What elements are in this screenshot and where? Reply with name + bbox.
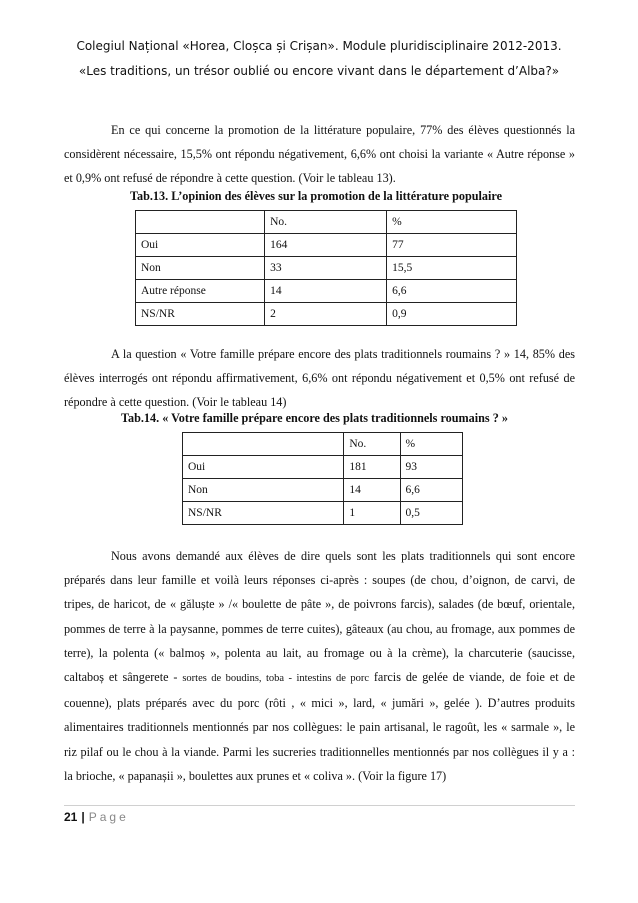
table-cell: 164 (265, 234, 387, 257)
table-header-cell: % (387, 211, 517, 234)
paragraph-3-small-text: sortes de boudins, toba - intestins de porc (182, 673, 369, 685)
table-cell: Oui (136, 234, 265, 257)
page-label: Page (88, 810, 129, 824)
table-cell: Autre réponse (136, 280, 265, 303)
table-row (183, 433, 463, 456)
table-row (183, 502, 463, 525)
paragraph-2 (64, 342, 575, 415)
table-cell: 2 (265, 303, 387, 326)
paragraph-2-text: A la question « Votre famille prépare encore des plats traditionnels roumains ? » 14, 85% des élèves interrogés ont répondu affirmativement, 6,6% ont répondu négativement et 0,5% ont refusé de répondre à cette question. (Voir le tableau 14) (64, 347, 575, 410)
table-cell: Non (183, 479, 344, 502)
table-cell: 77 (387, 234, 517, 257)
page-footer (64, 810, 129, 824)
table-cell: 14 (344, 479, 400, 502)
page-header (40, 34, 598, 84)
table-cell: 181 (344, 456, 400, 479)
table-cell: 6,6 (387, 280, 517, 303)
table-row (136, 303, 517, 326)
table-cell: 6,6 (400, 479, 462, 502)
paragraph-1-text: En ce qui concerne la promotion de la littérature populaire, 77% des élèves questionnés la considèrent nécessaire, 15,5% ont répondu négativement, 6,6% ont choisi la variante « Autre réponse » et 0,9% ont refusé de répondre à cette question. (Voir le tableau 13). (64, 123, 575, 186)
table-cell: NS/NR (183, 502, 344, 525)
table-cell: 0,9 (387, 303, 517, 326)
table-cell: 0,5 (400, 502, 462, 525)
table-row (136, 211, 517, 234)
table-cell (136, 211, 265, 234)
table-cell: 33 (265, 257, 387, 280)
table-14-caption: Tab.14. « Votre famille prépare encore des plats traditionnels roumains ? » (121, 411, 508, 425)
table-header-cell: No. (265, 211, 387, 234)
table-cell (183, 433, 344, 456)
table-header-cell: No. (344, 433, 400, 456)
table-cell: 1 (344, 502, 400, 525)
table-cell: 93 (400, 456, 462, 479)
header-line-1: Colegiul Național «Horea, Cloșca și Crișan». Module pluridisciplinaire 2012-2013. (76, 39, 562, 53)
table-cell: 14 (265, 280, 387, 303)
paragraph-3 (64, 544, 575, 788)
footer-separator: | (81, 810, 85, 824)
table-row (136, 234, 517, 257)
table-14 (182, 432, 463, 525)
table-row (136, 257, 517, 280)
table-row (136, 280, 517, 303)
paragraph-1 (64, 118, 575, 191)
table-cell: NS/NR (136, 303, 265, 326)
table-cell: 15,5 (387, 257, 517, 280)
table-cell: Non (136, 257, 265, 280)
table-row (183, 479, 463, 502)
paragraph-3-text-end: farcis de gelée de viande, de foie et de couenne), plats préparés avec du porc (rôti , « mici », lard, « jumări », gelée ). D’autres produits alimentaires traditionnels mentionnés par nos collègues: le pain artisanal, le ragoût, les « sarmale », le riz pilaf ou le chou à la viande. Parmi les sucreries traditionnelles mentionnés par nos collègues il y a : la brioche, « papanașii », boulettes aux prunes et « coliva ». (Voir la figure 17) (64, 670, 575, 783)
paragraph-3-text: Nous avons demandé aux élèves de dire quels sont les plats traditionnels qui sont encore préparés dans leur famille et voilà leurs réponses ci-après : soupes (de chou, d’oignon, de carvi, de tripes, de haricot, de « găluște » /« boulette de pâte », de poivrons farcis), salades (de bœuf, orientale, pommes de terre à la paysanne, pommes de terre cuites), gâteaux (au chou, au fromage, aux pommes de terre), la polenta (« balmoș », polenta au lait, au fromage ou à la crème), la charcuterie (saucisse, caltaboș et sângerete - (64, 549, 575, 685)
table-row (183, 456, 463, 479)
page-number: 21 (64, 810, 78, 824)
table-header-cell: % (400, 433, 462, 456)
table-13 (135, 210, 517, 326)
footer-divider (64, 805, 575, 806)
header-line-2: «Les traditions, un trésor oublié ou encore vivant dans le département d’Alba?» (78, 64, 560, 78)
table-13-caption: Tab.13. L’opinion des élèves sur la promotion de la littérature populaire (130, 189, 502, 203)
table-cell: Oui (183, 456, 344, 479)
